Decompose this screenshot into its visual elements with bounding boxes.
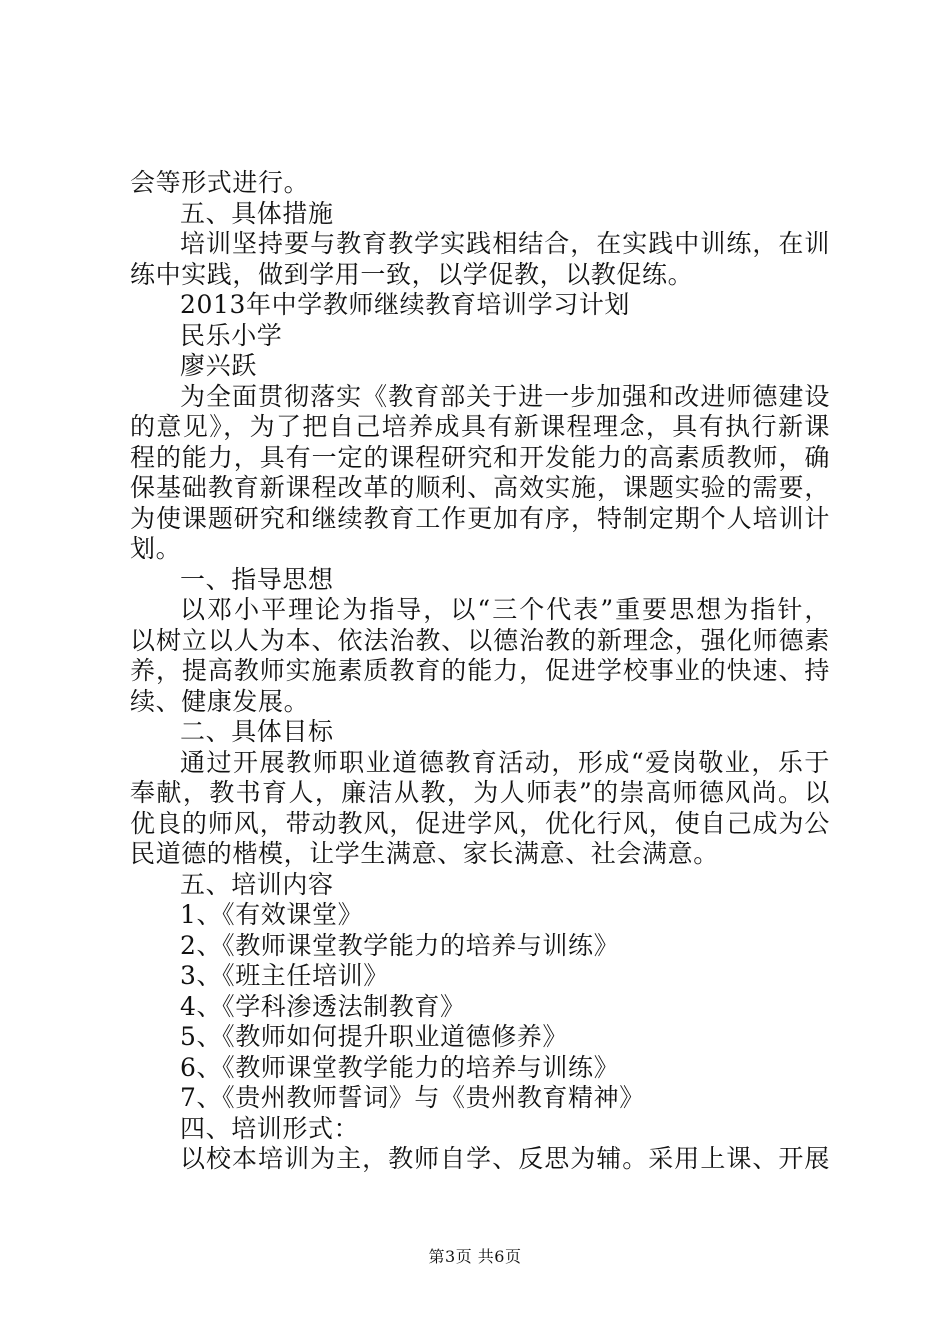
- text-line: 为全面贯彻落实《教育部关于进一步加强和改进师德建设: [180, 381, 830, 411]
- text-line: 续、健康发展。: [130, 686, 310, 716]
- text-line: 以树立以人为本、依法治教、以德治教的新理念，强化师德素: [130, 625, 830, 655]
- text-line: 一、指导思想: [180, 564, 334, 594]
- text-line: 培训坚持要与教育教学实践相结合，在实践中训练，在训: [180, 229, 830, 258]
- text-line: 2、《教师课堂教学能力的培养与训练》: [180, 930, 620, 960]
- text-line: 优良的师风，带动教风，促进学风，优化行风，使自己成为公: [130, 808, 830, 838]
- text-line: 会等形式进行。: [130, 168, 310, 197]
- text-line: 7、《贵州教师誓词》与《贵州教育精神》: [180, 1083, 645, 1112]
- text-line: 五、培训内容: [180, 869, 334, 899]
- text-line: 保基础教育新课程改革的顺利、高效实施，课题实验的需要，: [130, 473, 830, 502]
- text-line: 练中实践，做到学用一致，以学促教，以教促练。: [130, 259, 694, 289]
- document-body: [130, 168, 830, 1175]
- text-line: 的意见》，为了把自己培养成具有新课程理念，具有执行新课: [130, 412, 830, 441]
- text-line: 二、具体目标: [180, 717, 334, 746]
- text-line: 以校本培训为主，教师自学、反思为辅。采用上课、开展: [180, 1144, 830, 1173]
- text-line: 奉献，教书育人，廉洁从教，为人师表”的崇高师德风尚。以: [130, 778, 830, 807]
- text-line: 程的能力，具有一定的课程研究和开发能力的高素质教师，确: [130, 442, 830, 472]
- text-line: 4、《学科渗透法制教育》: [180, 991, 466, 1021]
- text-line: 四、培训形式：: [180, 1113, 360, 1143]
- text-line: 5、《教师如何提升职业道德修养》: [180, 1022, 569, 1051]
- text-line: 五、具体措施: [180, 198, 334, 228]
- text-line: 民乐小学: [180, 320, 283, 350]
- text-line: 廖兴跃: [180, 351, 257, 380]
- text-line: 6、《教师课堂教学能力的培养与训练》: [180, 1052, 620, 1082]
- text-line: 2013年中学教师继续教育培训学习计划: [180, 290, 631, 319]
- text-line: 养，提高教师实施素质教育的能力，促进学校事业的快速、持: [130, 656, 830, 685]
- page-footer: 第3页 共6页: [428, 1247, 522, 1266]
- text-line: 3、《班主任培训》: [180, 961, 389, 990]
- text-line: 为使课题研究和继续教育工作更加有序，特制定期个人培训计: [130, 503, 830, 533]
- text-line: 通过开展教师职业道德教育活动，形成“爱岗敬业，乐于: [180, 747, 830, 777]
- text-line: 划。: [130, 534, 182, 563]
- text-line: 以邓小平理论为指导，以“三个代表”重要思想为指针，: [180, 595, 830, 624]
- text-line: 1、《有效课堂》: [180, 900, 364, 929]
- text-line: 民道德的楷模，让学生满意、家长满意、社会满意。: [130, 839, 719, 868]
